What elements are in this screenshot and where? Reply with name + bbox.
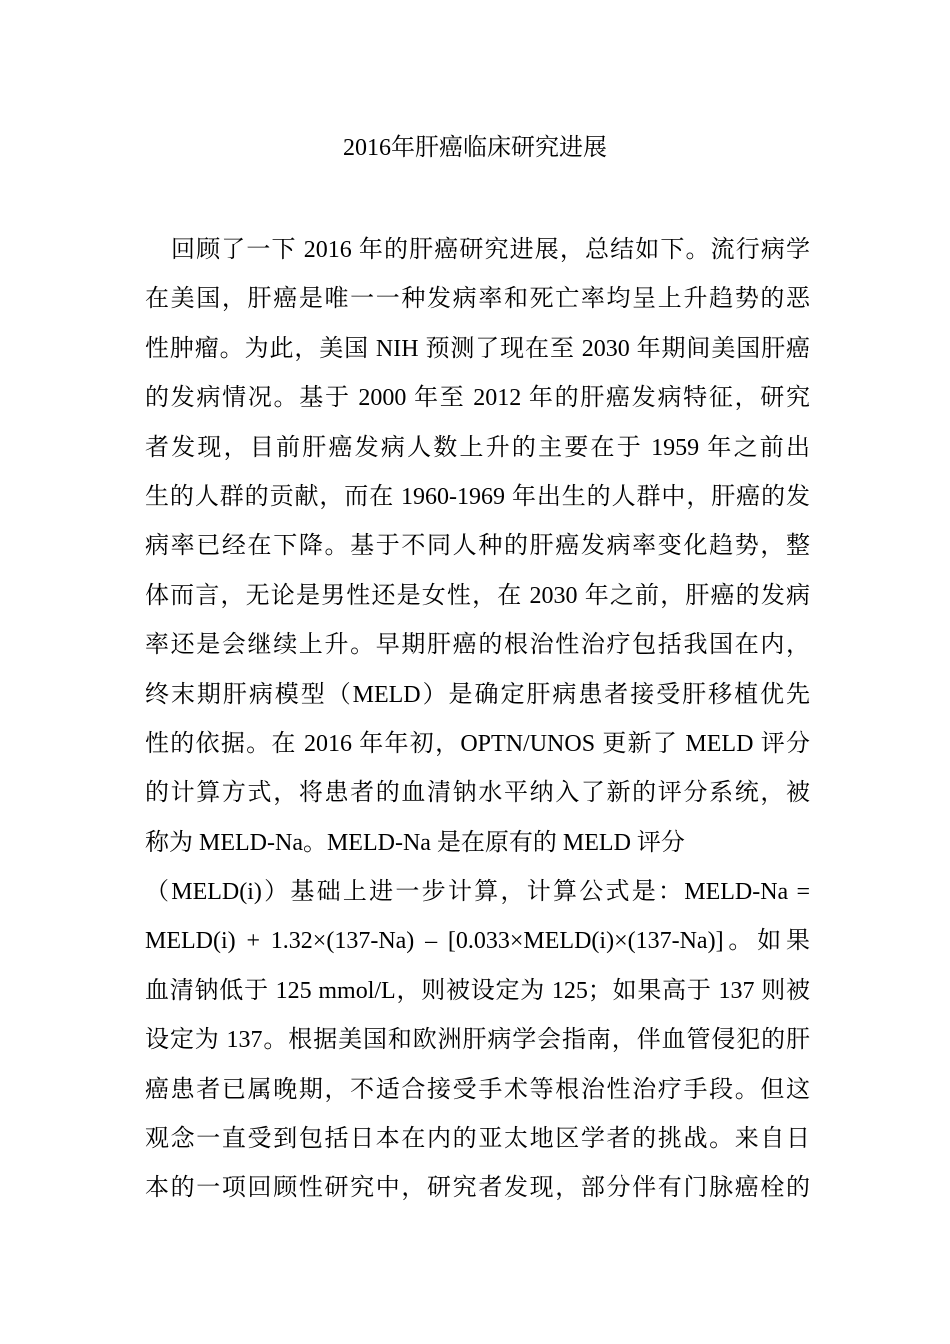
paragraph-line: 生的人群的贡献，而在 1960-1969 年出生的人群中，肝癌的发: [145, 483, 810, 510]
paragraph-line: 回顾了一下 2016 年的肝癌研究进展，总结如下。流行病学: [171, 237, 810, 263]
paragraph-line: MELD(i) + 1.32×(137-Na) – [0.033×MELD(i)×(137-Na)]。如果: [145, 928, 810, 955]
paragraph-line: 病率已经在下降。基于不同人种的肝癌发病率变化趋势，整: [145, 533, 810, 560]
paragraph-line: 称为 MELD-Na。MELD-Na 是在原有的 MELD 评分: [145, 829, 685, 856]
paragraph-line: 的计算方式，将患者的血清钠水平纳入了新的评分系统，被: [145, 780, 810, 807]
paragraph-line: 性的依据。在 2016 年年初，OPTN/UNOS 更新了 MELD 评分: [145, 730, 810, 757]
paragraph-line: 的发病情况。基于 2000 年至 2012 年的肝癌发病特征，研究: [145, 385, 810, 412]
paragraph-line: 在美国，肝癌是唯一一种发病率和死亡率均呈上升趋势的恶: [145, 286, 810, 313]
paragraph-line: 性肿瘤。为此，美国 NIH 预测了现在至 2030 年期间美国肝癌: [145, 335, 810, 362]
paragraph-line: 癌患者已属晚期，不适合接受手术等根治性治疗手段。但这: [145, 1076, 810, 1103]
paragraph-line: 体而言，无论是男性还是女性，在 2030 年之前，肝癌的发病: [145, 582, 810, 609]
paragraph-line: 设定为 137。根据美国和欧洲肝病学会指南，伴血管侵犯的肝: [145, 1027, 810, 1054]
paragraph-line: 本的一项回顾性研究中，研究者发现，部分伴有门脉癌栓的: [145, 1175, 810, 1202]
paragraph-line: 率还是会继续上升。早期肝癌的根治性治疗包括我国在内，: [145, 632, 810, 659]
paragraph-line: （MELD(i)）基础上进一步计算，计算公式是：MELD-Na =: [145, 879, 810, 906]
paragraph-line: 观念一直受到包括日本在内的亚太地区学者的挑战。来自日: [145, 1126, 810, 1153]
page-title: 2016年肝癌临床研究进展: [343, 135, 607, 161]
paragraph-line: 血清钠低于 125 mmol/L，则被设定为 125；如果高于 137 则被: [145, 977, 810, 1004]
paragraph-line: 者发现，目前肝癌发病人数上升的主要在于 1959 年之前出: [145, 434, 810, 461]
paragraph-line: 终末期肝病模型（MELD）是确定肝病患者接受肝移植优先: [145, 681, 810, 708]
body-paragraph: [145, 226, 810, 1214]
